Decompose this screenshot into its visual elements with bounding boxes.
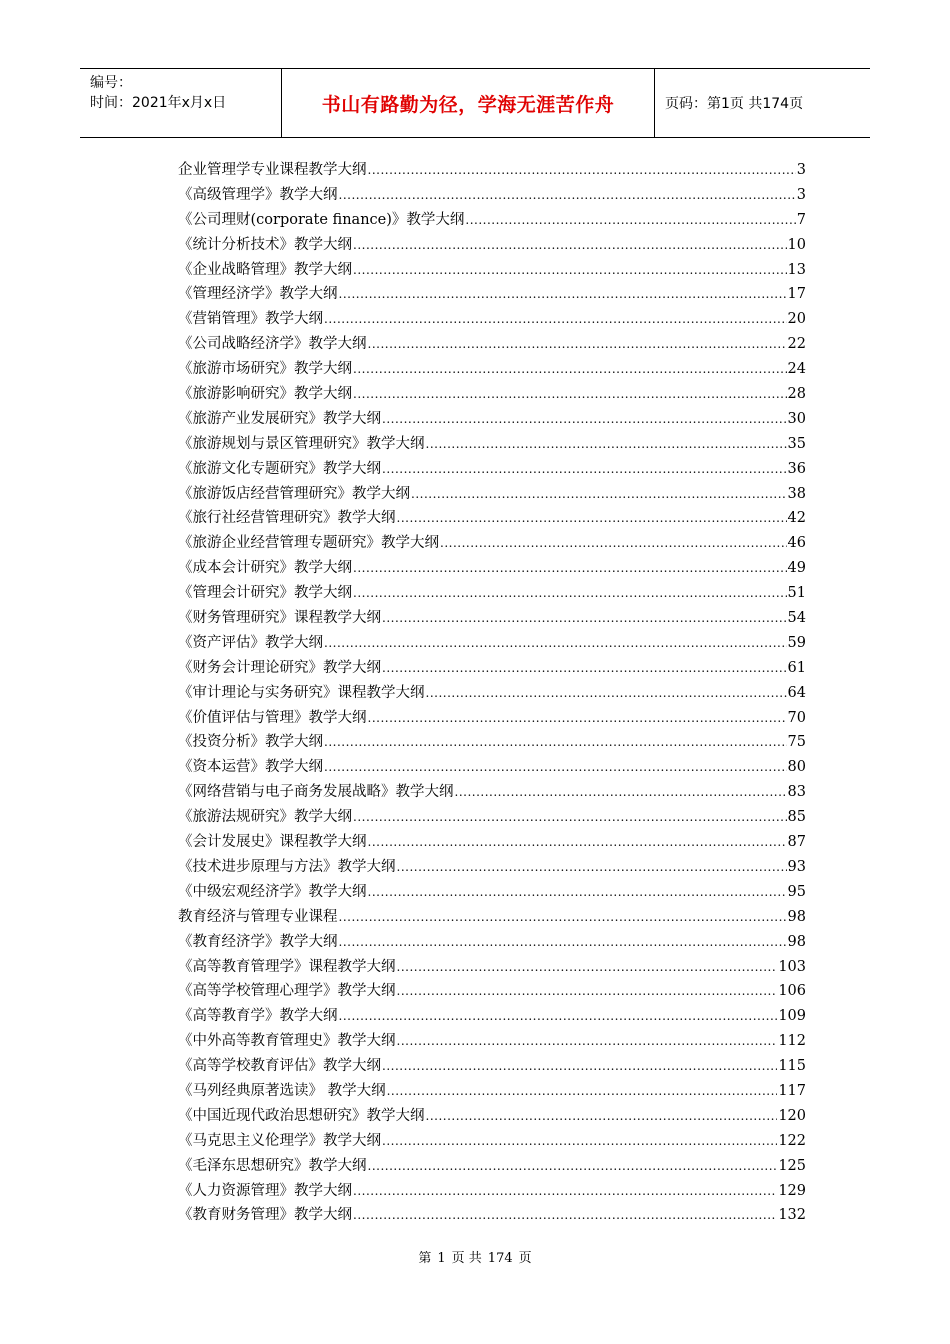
header-motto: 书山有路勤为径，学海无涯苦作舟 xyxy=(282,69,655,137)
toc-entry-title: 《管理经济学》教学大纲 xyxy=(178,286,338,303)
toc-entry-page: 115 xyxy=(778,1058,806,1075)
toc-entry[interactable] xyxy=(178,880,806,905)
toc-entry[interactable] xyxy=(178,407,806,432)
toc-entry-page: 98 xyxy=(787,933,806,950)
toc-entry-title: 《高等教育学》教学大纲 xyxy=(178,1008,338,1025)
toc-entry-page: 98 xyxy=(787,908,806,925)
toc-entry-page: 59 xyxy=(787,634,806,651)
toc-dot-leader xyxy=(324,312,787,326)
toc-entry[interactable] xyxy=(178,357,806,382)
toc-entry-page: 109 xyxy=(778,1008,806,1025)
toc-entry-page: 46 xyxy=(787,535,806,552)
toc-entry[interactable] xyxy=(178,1029,806,1054)
toc-dot-leader xyxy=(455,785,787,799)
toc-dot-leader xyxy=(382,1059,777,1073)
toc-dot-leader xyxy=(411,487,787,501)
toc-entry[interactable] xyxy=(178,307,806,332)
toc-entry[interactable] xyxy=(178,258,806,283)
toc-entry-page: 20 xyxy=(787,311,806,328)
table-of-contents xyxy=(178,158,806,1228)
toc-entry-page: 13 xyxy=(787,261,806,278)
toc-entry-title: 《人力资源管理》教学大纲 xyxy=(178,1182,352,1199)
toc-entry-title: 《旅游影响研究》教学大纲 xyxy=(178,386,352,403)
toc-entry[interactable] xyxy=(178,382,806,407)
toc-entry-title: 《公司战略经济学》教学大纲 xyxy=(178,336,367,353)
toc-entry-title: 《管理会计研究》教学大纲 xyxy=(178,585,352,602)
toc-dot-leader xyxy=(368,1159,778,1173)
toc-entry-title: 《资产评估》教学大纲 xyxy=(178,634,323,651)
toc-dot-leader xyxy=(426,686,787,700)
toc-entry[interactable] xyxy=(178,506,806,531)
toc-entry-page: 125 xyxy=(778,1157,806,1174)
toc-entry-page: 35 xyxy=(787,435,806,452)
footer-mid: 页 共 xyxy=(451,1251,482,1266)
toc-entry-page: 80 xyxy=(787,759,806,776)
toc-entry-title: 教育经济与管理专业课程 xyxy=(178,908,338,925)
toc-entry[interactable] xyxy=(178,706,806,731)
toc-entry-title: 《技术进步原理与方法》教学大纲 xyxy=(178,858,396,875)
toc-dot-leader xyxy=(440,536,787,550)
toc-entry-title: 《企业战略管理》教学大纲 xyxy=(178,261,352,278)
toc-entry-page: 38 xyxy=(787,485,806,502)
toc-dot-leader xyxy=(382,412,787,426)
toc-entry[interactable] xyxy=(178,233,806,258)
toc-dot-leader xyxy=(368,163,796,177)
toc-entry-title: 《旅游饭店经营管理研究》教学大纲 xyxy=(178,485,410,502)
toc-entry[interactable] xyxy=(178,606,806,631)
toc-entry[interactable] xyxy=(178,183,806,208)
toc-entry-page: 132 xyxy=(778,1207,806,1224)
toc-entry-title: 《旅游产业发展研究》教学大纲 xyxy=(178,410,381,427)
toc-entry[interactable] xyxy=(178,432,806,457)
toc-entry-page: 75 xyxy=(787,734,806,751)
toc-entry-page: 83 xyxy=(787,784,806,801)
toc-entry-page: 42 xyxy=(787,510,806,527)
toc-dot-leader xyxy=(324,760,787,774)
toc-dot-leader xyxy=(426,437,787,451)
toc-entry[interactable] xyxy=(178,1079,806,1104)
toc-entry-title: 《资本运营》教学大纲 xyxy=(178,759,323,776)
toc-entry[interactable] xyxy=(178,1004,806,1029)
toc-entry[interactable] xyxy=(178,631,806,656)
toc-entry-page: 120 xyxy=(778,1107,806,1124)
toc-entry[interactable] xyxy=(178,581,806,606)
toc-entry-title: 《中国近现代政治思想研究》教学大纲 xyxy=(178,1107,425,1124)
toc-entry[interactable] xyxy=(178,681,806,706)
toc-entry-page: 30 xyxy=(787,410,806,427)
toc-entry-title: 《旅游文化专题研究》教学大纲 xyxy=(178,460,381,477)
toc-dot-leader xyxy=(397,960,778,974)
toc-dot-leader xyxy=(339,188,796,202)
toc-dot-leader xyxy=(368,885,787,899)
toc-entry-title: 《高等学校教育评估》教学大纲 xyxy=(178,1058,381,1075)
toc-entry-page: 117 xyxy=(778,1082,806,1099)
toc-entry-page: 3 xyxy=(796,186,806,203)
toc-entry-page: 54 xyxy=(787,610,806,627)
toc-dot-leader xyxy=(339,1009,778,1023)
toc-dot-leader xyxy=(382,661,787,675)
toc-dot-leader xyxy=(353,1184,777,1198)
footer-total-pages: 174 xyxy=(487,1251,513,1266)
header-page-label: 页码：第1页 共174页 xyxy=(665,96,804,112)
toc-dot-leader xyxy=(397,984,778,998)
document-id-label: 编号： xyxy=(90,75,132,91)
toc-entry-title: 《营销管理》教学大纲 xyxy=(178,311,323,328)
header-meta xyxy=(80,69,282,137)
page-footer xyxy=(0,1247,950,1266)
toc-dot-leader xyxy=(382,1134,777,1148)
toc-dot-leader xyxy=(339,287,787,301)
toc-dot-leader xyxy=(382,611,787,625)
toc-entry-page: 3 xyxy=(796,162,806,178)
toc-entry-title: 《高等学校管理心理学》教学大纲 xyxy=(178,983,396,1000)
toc-entry-title: 《财务管理研究》课程教学大纲 xyxy=(178,610,381,627)
toc-dot-leader xyxy=(397,860,787,874)
toc-entry-title: 《旅行社经营管理研究》教学大纲 xyxy=(178,510,396,527)
toc-entry[interactable] xyxy=(178,531,806,556)
toc-entry[interactable] xyxy=(178,656,806,681)
toc-dot-leader xyxy=(382,462,787,476)
toc-entry-title: 《会计发展史》课程教学大纲 xyxy=(178,834,367,851)
toc-entry[interactable] xyxy=(178,1104,806,1129)
toc-entry-page: 112 xyxy=(778,1033,806,1050)
toc-entry-title: 《网络营销与电子商务发展战略》教学大纲 xyxy=(178,784,454,801)
toc-entry-page: 61 xyxy=(787,659,806,676)
toc-entry-title: 《价值评估与管理》教学大纲 xyxy=(178,709,367,726)
toc-entry-page: 28 xyxy=(787,386,806,403)
toc-dot-leader xyxy=(353,362,787,376)
toc-entry[interactable] xyxy=(178,208,806,233)
toc-entry[interactable] xyxy=(178,1203,806,1228)
toc-entry-title: 《财务会计理论研究》教学大纲 xyxy=(178,659,381,676)
toc-dot-leader xyxy=(353,263,787,277)
toc-dot-leader xyxy=(368,337,787,351)
toc-entry[interactable] xyxy=(178,282,806,307)
toc-entry[interactable] xyxy=(178,158,806,183)
toc-entry-page: 24 xyxy=(787,361,806,378)
toc-dot-leader xyxy=(353,561,787,575)
footer-prefix: 第 xyxy=(418,1251,432,1266)
toc-entry-page: 10 xyxy=(787,236,806,253)
toc-dot-leader xyxy=(368,835,787,849)
toc-entry-title: 《高等教育管理学》课程教学大纲 xyxy=(178,958,396,975)
toc-entry-title: 《统计分析技术》教学大纲 xyxy=(178,236,352,253)
toc-dot-leader xyxy=(324,636,787,650)
toc-entry-title: 《马克思主义伦理学》教学大纲 xyxy=(178,1132,381,1149)
toc-dot-leader xyxy=(397,1034,778,1048)
toc-entry[interactable] xyxy=(178,905,806,930)
toc-entry[interactable] xyxy=(178,755,806,780)
toc-entry-page: 85 xyxy=(787,809,806,826)
toc-entry-title: 《投资分析》教学大纲 xyxy=(178,734,323,751)
footer-page-number: 1 xyxy=(437,1251,446,1266)
toc-entry-title: 《毛泽东思想研究》教学大纲 xyxy=(178,1157,367,1174)
toc-entry[interactable] xyxy=(178,730,806,755)
toc-entry-page: 93 xyxy=(787,858,806,875)
toc-entry-title: 《教育财务管理》教学大纲 xyxy=(178,1207,352,1224)
toc-dot-leader xyxy=(339,910,787,924)
toc-entry-title: 《旅游规划与景区管理研究》教学大纲 xyxy=(178,435,425,452)
toc-entry-page: 70 xyxy=(787,709,806,726)
toc-entry-title: 《旅游市场研究》教学大纲 xyxy=(178,361,352,378)
toc-entry-page: 7 xyxy=(796,211,806,228)
toc-dot-leader xyxy=(368,711,787,725)
toc-entry-page: 36 xyxy=(787,460,806,477)
toc-dot-leader xyxy=(387,1084,778,1098)
toc-entry-title: 企业管理学专业课程教学大纲 xyxy=(178,162,367,178)
toc-dot-leader xyxy=(353,810,787,824)
toc-entry-title: 《成本会计研究》教学大纲 xyxy=(178,560,352,577)
toc-entry-page: 49 xyxy=(787,560,806,577)
footer-suffix: 页 xyxy=(518,1251,532,1266)
toc-entry[interactable] xyxy=(178,482,806,507)
toc-dot-leader xyxy=(426,1109,778,1123)
toc-entry-title: 《旅游法规研究》教学大纲 xyxy=(178,809,352,826)
toc-dot-leader xyxy=(465,213,795,227)
toc-entry[interactable] xyxy=(178,556,806,581)
toc-entry[interactable] xyxy=(178,979,806,1004)
toc-entry[interactable] xyxy=(178,955,806,980)
toc-entry-title: 《公司理财(corporate finance)》教学大纲 xyxy=(178,211,465,228)
toc-dot-leader xyxy=(353,586,787,600)
toc-dot-leader xyxy=(353,1208,777,1222)
toc-entry-page: 95 xyxy=(787,883,806,900)
toc-entry-title: 《马列经典原著选读》 教学大纲 xyxy=(178,1082,386,1099)
toc-entry-title: 《审计理论与实务研究》课程教学大纲 xyxy=(178,684,425,701)
toc-entry[interactable] xyxy=(178,805,806,830)
toc-entry-page: 122 xyxy=(778,1132,806,1149)
toc-dot-leader xyxy=(353,238,787,252)
toc-entry[interactable] xyxy=(178,1054,806,1079)
toc-entry-title: 《中外高等教育管理史》教学大纲 xyxy=(178,1033,396,1050)
toc-entry-title: 《旅游企业经营管理专题研究》教学大纲 xyxy=(178,535,439,552)
toc-entry-page: 64 xyxy=(787,684,806,701)
toc-entry-page: 87 xyxy=(787,834,806,851)
toc-entry-title: 《教育经济学》教学大纲 xyxy=(178,933,338,950)
toc-entry-page: 106 xyxy=(778,983,806,1000)
document-time-label: 时间：2021年x月x日 xyxy=(90,95,227,111)
toc-entry[interactable] xyxy=(178,855,806,880)
toc-entry[interactable] xyxy=(178,1129,806,1154)
toc-dot-leader xyxy=(353,387,787,401)
toc-entry-page: 103 xyxy=(778,958,806,975)
toc-entry[interactable] xyxy=(178,830,806,855)
toc-entry[interactable] xyxy=(178,780,806,805)
toc-dot-leader xyxy=(397,511,787,525)
toc-entry[interactable] xyxy=(178,332,806,357)
toc-entry-title: 《中级宏观经济学》教学大纲 xyxy=(178,883,367,900)
page-header xyxy=(80,68,870,138)
toc-entry-title: 《高级管理学》教学大纲 xyxy=(178,186,338,203)
toc-dot-leader xyxy=(339,935,787,949)
toc-entry[interactable] xyxy=(178,457,806,482)
toc-entry-page: 129 xyxy=(778,1182,806,1199)
toc-entry-page: 22 xyxy=(787,336,806,353)
toc-entry-page: 51 xyxy=(787,585,806,602)
toc-entry[interactable] xyxy=(178,1154,806,1179)
toc-entry[interactable] xyxy=(178,930,806,955)
toc-entry[interactable] xyxy=(178,1179,806,1204)
toc-entry-page: 17 xyxy=(787,286,806,303)
toc-dot-leader xyxy=(324,735,787,749)
